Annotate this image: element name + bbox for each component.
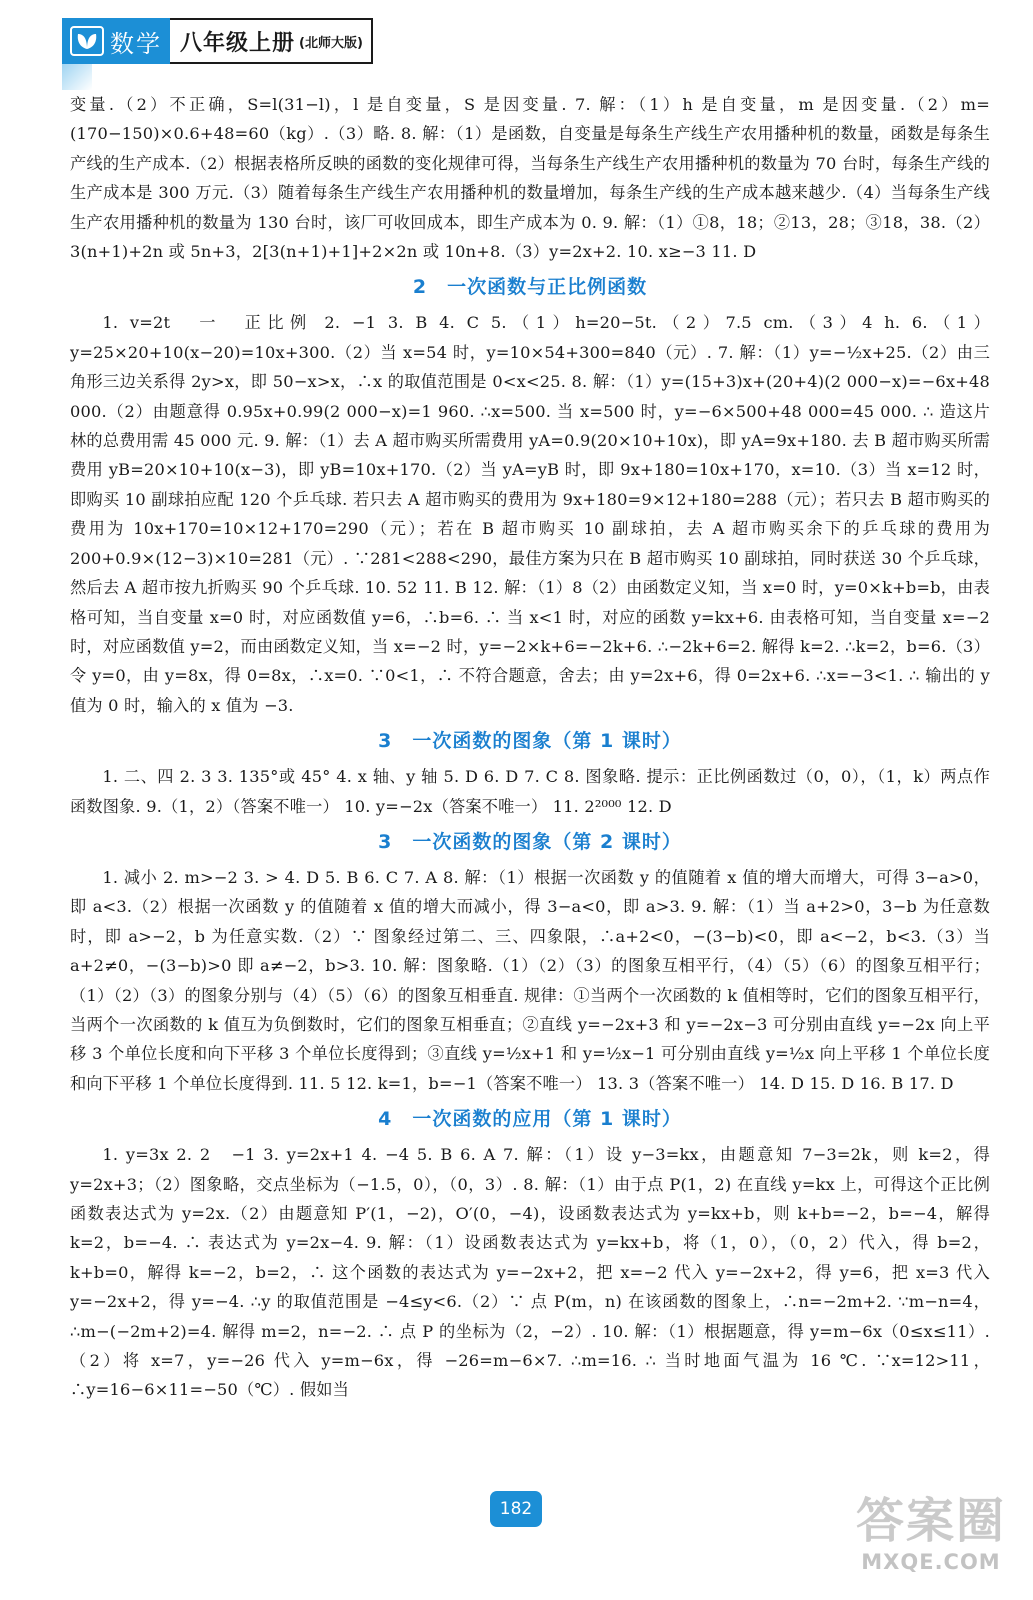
- leaf-icon: [70, 26, 104, 56]
- subject-badge: [62, 18, 170, 64]
- section-title: 2 一次函数与正比例函数: [412, 276, 648, 299]
- section-title: 4 一次函数的应用（第 1 课时）: [378, 1108, 682, 1131]
- watermark-site: MXQE.COM: [861, 1550, 1001, 1574]
- section-title: 3 一次函数的图象（第 2 课时）: [378, 830, 682, 853]
- section-paragraph: 1. 减小 2. m>−2 3. > 4. D 5. B 6. C 7. A 8. 解：（1）根据一次函数 y 的值随着 x 值的增大而增大，可得 3−a>0，即 a<3.（2）根据一次函数 y 的值随着 x 值的增大而减小，得 3−a<0，即 a>3. 9. 解：（1）当 a+2>0，3−b 为任意数时，即 a>−2，b 为任意实数.（2）∵ 图象经过第二、三、四象限，∴a+2<0，−(3−b)<0，即 a<−2，b<3.（3）当 a+2≠0，−(3−b)>0 即 a≠−2，b>3. 10. 解：图象略.（1）（2）（3）的图象互相平行，（4）（5）（6）的图象互相平行；（1）（2）（3）的图象分别与（4）（5）（6）的图象互相垂直. 规律：①当两个一次函数的 k 值相等时，它们的图象互相平行，当两个一次函数的 k 值互为负倒数时，它们的图象互相垂直；②直线 y=−2x+3 和 y=−2x−3 可分别由直线 y=−2x 向上平移 3 个单位长度和向下平移 3 个单位长度得到；③直线 y=½x+1 和 y=½x−1 可分别由直线 y=½x 向上平移 1 个单位长度和向下平移 1 个单位长度得到. 11. 5 12. k=1，b=−1（答案不唯一） 13. 3（答案不唯一） 14. D 15. D 16. B 17. D: [70, 867, 990, 1093]
- watermark-logo: 答案圈: [855, 1493, 1006, 1549]
- site-watermark: [836, 1470, 1026, 1596]
- page-header: [62, 18, 373, 64]
- answer-content: [70, 90, 990, 1405]
- subject-label: 数学: [110, 29, 162, 58]
- book-edition: (北师大版): [299, 35, 363, 51]
- page-number: 182: [490, 1491, 542, 1527]
- book-title: 八年级上册: [180, 30, 296, 56]
- section-paragraph: 1. v=2t 一 正比例 2. −1 3. B 4. C 5.（1）h=20−5t.（2）7.5 cm.（3）4 h. 6.（1）y=25×20+10(x−20)=10x+300.（2）当 x=54 时，y=10×54+300=840（元）. 7. 解：（1）y=−½x+25.（2）由三角形三边关系得 2y>x，即 50−x>x，∴x 的取值范围是 0<x<25. 8. 解：（1）y=(15+3)x+(20+4)(2 000−x)=−6x+48 000.（2）由题意得 0.95x+0.99(2 000−x)=1 960. ∴x=500. 当 x=500 时，y=−6×500+48 000=45 000. ∴ 造这片林的总费用需 45 000 元. 9. 解：（1）去 A 超市购买所需费用 yA=0.9(20×10+10x)，即 yA=9x+180. 去 B 超市购买所需费用 yB=20×10+10(x−3)，即 yB=10x+170.（2）当 yA=yB 时，即 9x+180=10x+170，x=10.（3）当 x=12 时，即购买 10 副球拍应配 120 个乒乓球. 若只去 A 超市购买的费用为 9x+180=9×12+180=288（元）；若只去 B 超市购买的费用为 10x+170=10×12+170=290（元）；若在 B 超市购买 10 副球拍，去 A 超市购买余下的乒乓球的费用为 200+0.9×(12−3)×10=281（元）. ∵281<288<290，最佳方案为只在 B 超市购买 10 副球拍，同时获送 30 个乒乓球，然后去 A 超市按九折购买 90 个乒乓球. 10. 52 11. B 12. 解：（1）8（2）由函数定义知，当 x=0 时，y=0×k+b=b，由表格可知，当自变量 x=0 时，对应函数值 y=6，∴b=6. ∴ 当 x<1 时，对应的函数 y=kx+6. 由表格可知，当自变量 x=−2 时，对应函数值 y=2，而由函数定义知，当 x=−2 时，y=−2×k+6=−2k+6. ∴−2k+6=2. 解得 k=2. ∴k=2，b=6.（3）令 y=0，由 y=8x，得 0=8x，∴x=0. ∵0<1，∴ 不符合题意，舍去；由 y=2x+6，得 0=2x+6. ∴x=−3<1. ∴ 输出的 y 值为 0 时，输入的 x 值为 −3.: [70, 313, 990, 715]
- header-ribbon: [62, 64, 92, 90]
- section-paragraph: 1. 二、四 2. 3 3. 135°或 45° 4. x 轴、y 轴 5. D 6. D 7. C 8. 图象略. 提示：正比例函数过（0，0），（1，k）两点作函数图象. 9.（1，2）（答案不唯一） 10. y=−2x（答案不唯一） 11. 2²⁰⁰⁰ 12. D: [70, 767, 990, 816]
- intro-paragraph: 变量.（2）不正确，S=l(31−l)，l 是自变量，S 是因变量. 7. 解：（1）h 是自变量，m 是因变量.（2）m=(170−150)×0.6+48=60（kg）.（3）略. 8. 解：（1）是函数，自变量是每条生产线生产农用播种机的数量，函数是每条生产线的生产成本.（2）根据表格所反映的函数的变化规律可得，当每条生产线生产农用播种机的数量为 70 台时，每条生产线的生产成本是 300 万元.（3）随着每条生产线生产农用播种机的数量增加，每条生产线的生产成本越来越少.（4）当每条生产线生产农用播种机的数量为 130 台时，该厂可收回成本，即生产成本为 0. 9. 解：（1）①8，18；②13，28；③18，38.（2）3(n+1)+2n 或 5n+3，2[3(n+1)+1]+2×2n 或 10n+8.（3）y=2x+2. 10. x≥−3 11. D: [70, 95, 990, 262]
- section-title: 3 一次函数的图象（第 1 课时）: [378, 730, 682, 753]
- book-title-box: [170, 18, 373, 64]
- section-paragraph: 1. y=3x 2. 2 −1 3. y=2x+1 4. −4 5. B 6. A 7. 解：（1）设 y−3=kx，由题意知 7−3=2k，则 k=2，得 y=2x+3；（2）图象略，交点坐标为（−1.5，0），（0，3）. 8. 解：（1）由于点 P(1，2) 在直线 y=kx 上，可得这个正比例函数表达式为 y=2x.（2）由题意知 P′(1，−2)，O′(0，−4)，设函数表达式为 y=kx+b，则 k+b=−2，b=−4，解得 k=2，b=−4. ∴ 表达式为 y=2x−4. 9. 解：（1）设函数表达式为 y=kx+b，将（1，0），（0，2）代入，得 b=2，k+b=0，解得 k=−2，b=2，∴ 这个函数的表达式为 y=−2x+2，把 x=−2 代入 y=−2x+2，得 y=6，把 x=3 代入 y=−2x+2，得 y=−4. ∴y 的取值范围是 −4≤y<6.（2）∵ 点 P(m，n) 在该函数的图象上，∴n=−2m+2. ∵m−n=4，∴m−(−2m+2)=4. 解得 m=2，n=−2. ∴ 点 P 的坐标为（2，−2）. 10. 解：（1）根据题意，得 y=m−6x（0≤x≤11）.（2）将 x=7，y=−26 代入 y=m−6x，得 −26=m−6×7. ∴m=16. ∴ 当时地面气温为 16 ℃. ∵x=12>11，∴y=16−6×11=−50（℃）. 假如当: [70, 1145, 990, 1400]
